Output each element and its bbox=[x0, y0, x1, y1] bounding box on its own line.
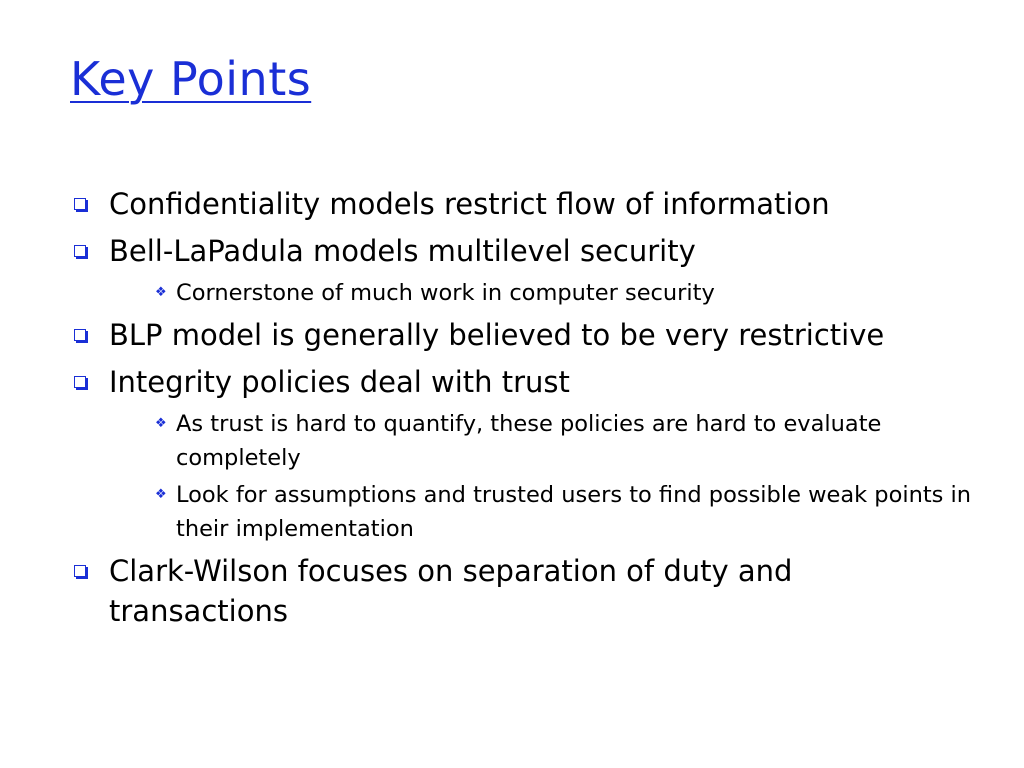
bullet-item bbox=[72, 231, 972, 271]
sub-bullet-text: Look for assumptions and trusted users to find possible weak points in their implementation bbox=[176, 482, 972, 542]
bullet-item bbox=[72, 315, 972, 355]
bullet-text: Bell-LaPadula models multilevel security bbox=[109, 234, 696, 268]
sub-bullet-text: Cornerstone of much work in computer security bbox=[176, 280, 715, 306]
bullet-text: Integrity policies deal with trust bbox=[109, 365, 570, 399]
square-bullet-icon bbox=[74, 245, 86, 257]
diamond-bullet-icon: ❖ bbox=[155, 285, 167, 300]
sub-bullet-item bbox=[155, 407, 972, 475]
bullet-item bbox=[72, 362, 972, 402]
diamond-bullet-icon: ❖ bbox=[155, 487, 167, 502]
square-bullet-icon bbox=[74, 565, 86, 577]
sub-bullet-item bbox=[155, 478, 972, 546]
square-bullet-icon bbox=[74, 376, 86, 388]
sub-bullet-item bbox=[155, 276, 972, 310]
bullet-text: BLP model is generally believed to be very restrictive bbox=[109, 318, 885, 352]
square-bullet-icon bbox=[74, 198, 86, 210]
diamond-bullet-icon: ❖ bbox=[155, 416, 167, 431]
bullet-item bbox=[72, 184, 972, 224]
bullet-text: Clark-Wilson focuses on separation of duty and transactions bbox=[109, 554, 793, 628]
bullet-text: Confidentiality models restrict flow of information bbox=[109, 187, 830, 221]
square-bullet-icon bbox=[74, 329, 86, 341]
bullet-list bbox=[72, 184, 972, 638]
bullet-item bbox=[72, 551, 972, 631]
sub-bullet-text: As trust is hard to quantify, these policies are hard to evaluate completely bbox=[176, 411, 882, 471]
slide-title: Key Points bbox=[70, 52, 312, 106]
